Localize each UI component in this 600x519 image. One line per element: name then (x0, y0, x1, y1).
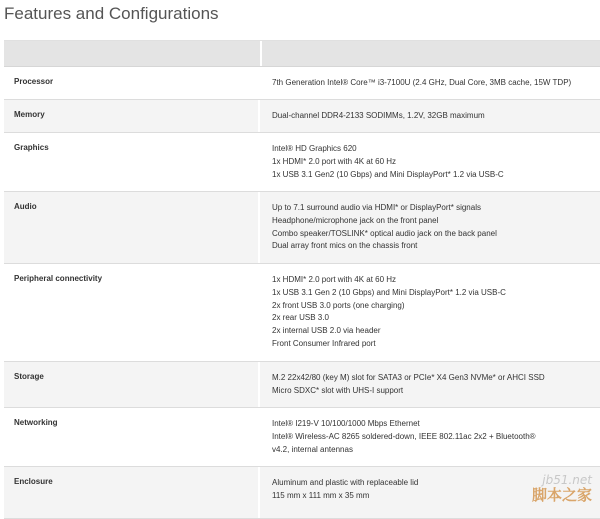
spec-row (4, 192, 600, 264)
spec-value-line: Intel® Wireless-AC 8265 soldered-down, IEEE 802.11ac 2x2 + Bluetooth® (272, 431, 536, 441)
spec-values (260, 408, 600, 466)
spec-row (4, 408, 600, 467)
spec-values (260, 192, 600, 263)
spec-value-line: Intel® I219-V 10/100/1000 Mbps Ethernet (272, 419, 420, 428)
spec-values (260, 264, 600, 361)
spec-value-line: Dual array front mics on the chassis front (272, 241, 418, 251)
spec-value-line: 115 mm x 111 mm x 35 mm (272, 490, 370, 500)
spec-label: Enclosure (4, 467, 260, 518)
page-title: Features and Configurations (4, 4, 219, 23)
spec-label: Memory (4, 100, 260, 132)
spec-value-line: 1x HDMI* 2.0 port with 4K at 60 Hz (272, 275, 397, 284)
spec-row (4, 362, 600, 408)
header-cell-feature (4, 41, 262, 66)
spec-value-line: Dual-channel DDR4-2133 SODIMMs, 1.2V, 32GB maximum (272, 111, 485, 120)
spec-value-line: M.2 22x42/80 (key M) slot for SATA3 or PCIe* X4 Gen3 NVMe* or AHCI SSD (272, 373, 545, 382)
spec-label: Networking (4, 408, 260, 466)
spec-value-line: Up to 7.1 surround audio via HDMI* or DisplayPort* signals (272, 203, 481, 212)
spec-label: Processor (4, 67, 260, 99)
spec-value-line: 2x rear USB 3.0 (272, 313, 329, 323)
spec-value-line: 2x front USB 3.0 ports (one charging) (272, 300, 405, 310)
spec-value-line: Front Consumer Infrared port (272, 338, 376, 348)
watermark-url: jb51.net (542, 473, 592, 487)
spec-label: Storage (4, 362, 260, 407)
spec-row (4, 67, 600, 100)
spec-label: Graphics (4, 133, 260, 191)
spec-row (4, 264, 600, 362)
spec-value-line: Combo speaker/TOSLINK* optical audio jack on the back panel (272, 228, 497, 238)
spec-label: Peripheral connectivity (4, 264, 260, 361)
table-header (4, 41, 600, 67)
spec-label: Audio (4, 192, 260, 263)
spec-value-line: Micro SDXC* slot with UHS-I support (272, 385, 404, 395)
spec-value-line: Aluminum and plastic with replaceable lid (272, 478, 419, 487)
spec-value-line: 7th Generation Intel® Core™ i3-7100U (2.4 GHz, Dual Core, 3MB cache, 15W TDP) (272, 78, 572, 87)
spec-rows (4, 67, 600, 519)
spec-values (260, 133, 600, 191)
spec-value-line: 1x USB 3.1 Gen2 (10 Gbps) and Mini DisplayPort* 1.2 via USB-C (272, 169, 504, 179)
spec-value-line: v4.2, internal antennas (272, 444, 353, 454)
spec-values (260, 467, 600, 518)
spec-row (4, 133, 600, 192)
spec-value-line: Headphone/microphone jack on the front panel (272, 215, 439, 225)
spec-value-line: Intel® HD Graphics 620 (272, 144, 357, 153)
spec-value-line: 1x HDMI* 2.0 port with 4K at 60 Hz (272, 156, 397, 166)
spec-row (4, 467, 600, 519)
spec-row (4, 100, 600, 133)
spec-values (260, 67, 600, 99)
spec-values (260, 362, 600, 407)
header-cell-value (262, 41, 600, 66)
watermark-brand: 脚本之家 (531, 486, 592, 504)
spec-value-line: 2x internal USB 2.0 via header (272, 326, 381, 336)
spec-table (4, 40, 600, 519)
spec-values (260, 100, 600, 132)
spec-value-line: 1x USB 3.1 Gen 2 (10 Gbps) and Mini DisplayPort* 1.2 via USB-C (272, 287, 506, 297)
